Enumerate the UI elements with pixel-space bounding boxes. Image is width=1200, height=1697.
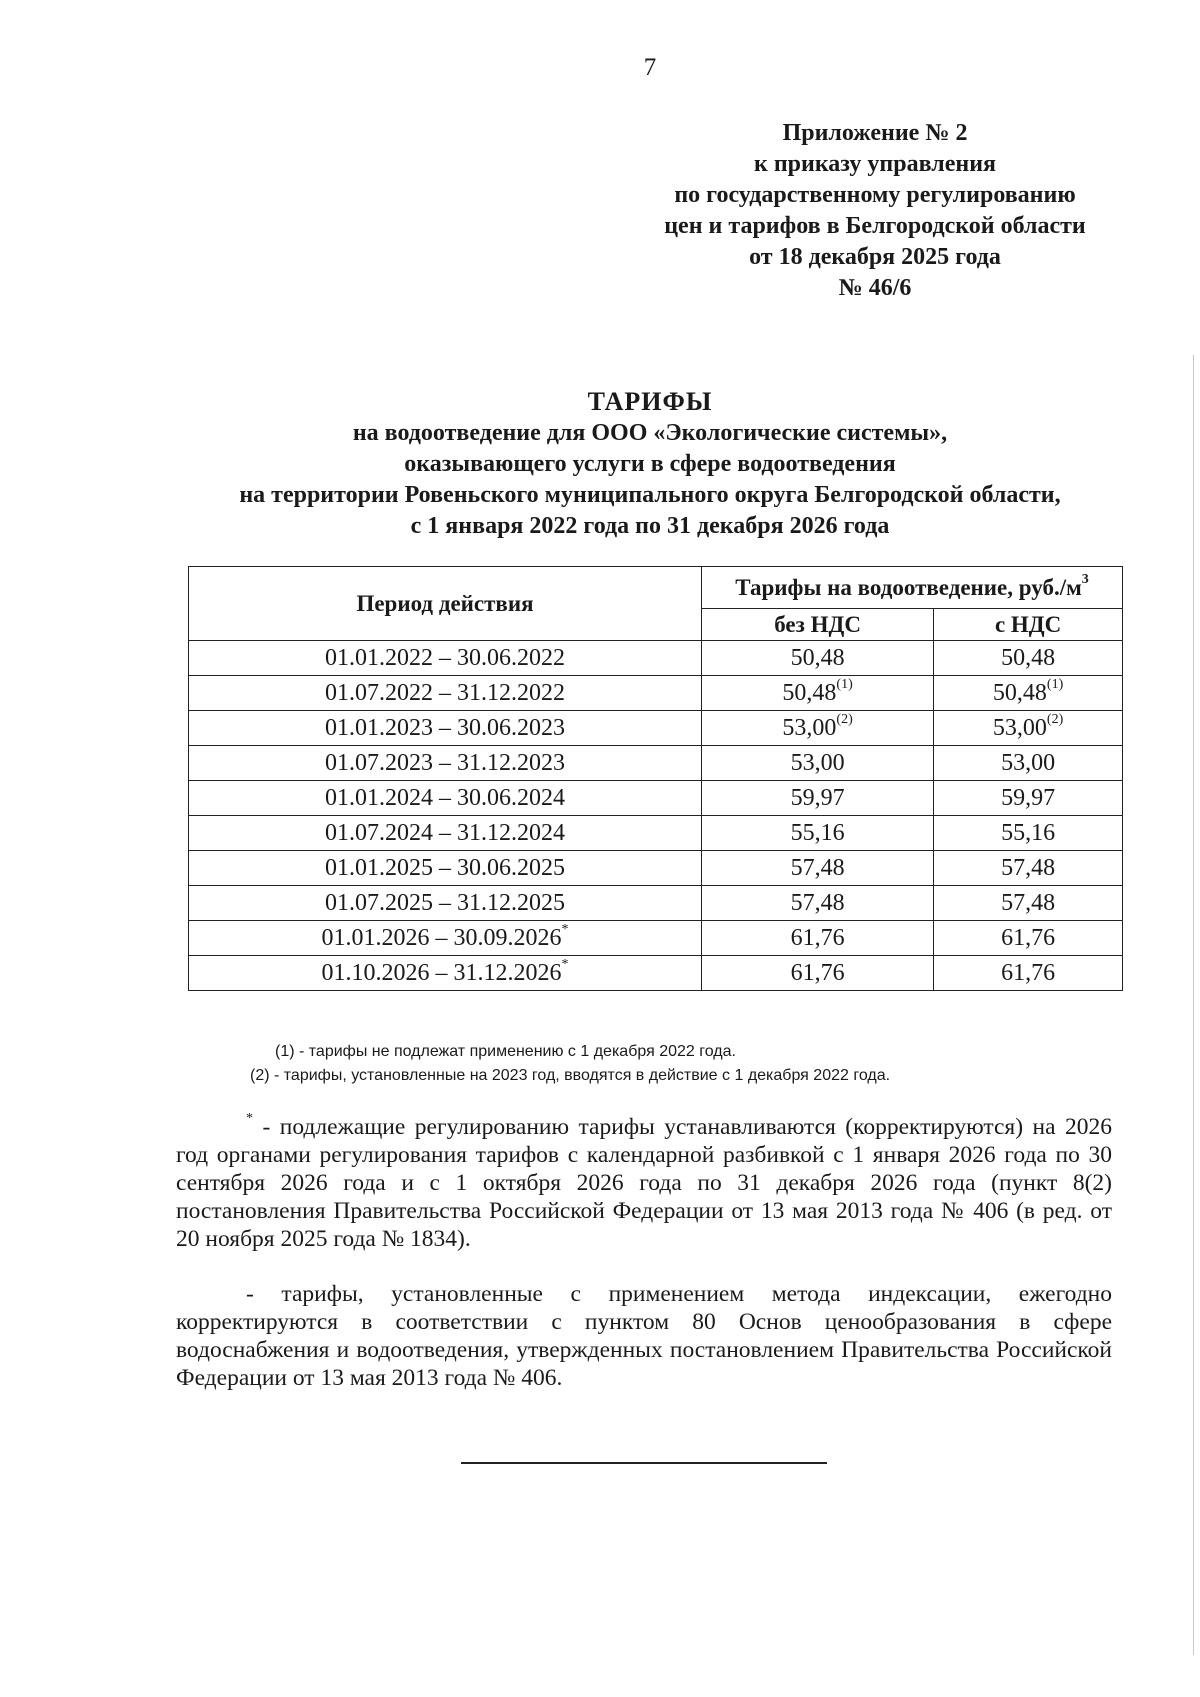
cell-with-vat	[934, 676, 1123, 711]
cell-no-vat-value: 53,00	[790, 749, 845, 776]
table-row	[189, 676, 1123, 711]
cell-period-value: 01.01.2024 – 30.06.2024	[325, 784, 565, 811]
appendix-line: Приложение № 2	[782, 120, 968, 146]
cell-period	[189, 711, 702, 746]
appendix-line: по государственному регулированию	[674, 182, 1076, 208]
cell-with-vat	[934, 886, 1123, 921]
cell-no-vat	[702, 886, 934, 921]
cell-period-value: 01.01.2026 – 30.09.2026	[321, 924, 562, 951]
cell-with-vat	[934, 851, 1123, 886]
separator-line	[461, 1462, 827, 1464]
header-period: Период действия	[189, 567, 702, 641]
header-no-vat: без НДС	[702, 609, 934, 641]
cell-no-vat	[702, 851, 934, 886]
cell-no-vat-value: 50,48	[790, 644, 845, 671]
appendix-line: № 46/6	[838, 275, 912, 301]
cell-period-value: 01.01.2025 – 30.06.2025	[325, 854, 565, 881]
cell-with-vat-value: 53,00	[1001, 749, 1056, 776]
note-star-text: - подлежащие регулированию тарифы устанавливаются (корректируются) на 2026 год органами регулирования тарифов с календарной разбивкой с 1 января 2026 года по 30 сентября 2026 года и с 1 октября 2026 года по 31 декабря 2026 года (пункт 8(2) постановления Правительства Российской Федерации от 13 мая 2013 года № 406 (в ред. от 20 ноября 2025 года № 1834).	[176, 1114, 1112, 1252]
cell-no-vat	[702, 641, 934, 676]
document-title	[150, 386, 1150, 542]
cell-period-footnote-mark: *	[561, 921, 569, 937]
cell-no-vat	[702, 956, 934, 991]
cell-with-vat	[934, 781, 1123, 816]
note-indexation-text: - тарифы, установленные с применением метода индексации, ежегодно корректируются в соответствии с пунктом 80 Основ ценообразования в сфере водоснабжения и водоотведения, утвержденных постановлением Правительства Российской Федерации от 13 мая 2013 года № 406.	[176, 1281, 1112, 1391]
cell-no-vat	[702, 921, 934, 956]
cell-with-vat-footnote-mark: (1)	[1046, 676, 1064, 692]
cell-period-value: 01.10.2026 – 31.12.2026	[321, 959, 562, 986]
cell-no-vat-footnote-mark: (1)	[836, 676, 853, 692]
cell-period-value: 01.07.2025 – 31.12.2025	[325, 889, 565, 916]
table-row	[189, 886, 1123, 921]
cell-with-vat-footnote-mark: (2)	[1046, 711, 1064, 727]
cell-with-vat	[934, 711, 1123, 746]
note-indexation	[176, 1280, 1112, 1392]
cell-with-vat	[934, 641, 1123, 676]
cell-with-vat-value: 61,76	[1001, 924, 1056, 951]
cell-period	[189, 641, 702, 676]
tariffs-table	[188, 566, 1123, 991]
cell-no-vat-value: 55,16	[790, 819, 845, 846]
title-line: на водоотведение для ООО «Экологические системы»,	[352, 420, 948, 446]
table-row	[189, 816, 1123, 851]
cell-no-vat-value: 57,48	[790, 854, 845, 881]
cell-with-vat-value: 61,76	[1001, 959, 1056, 986]
cell-with-vat-value: 57,48	[1001, 889, 1056, 916]
cell-period	[189, 921, 702, 956]
title-line: с 1 января 2022 года по 31 декабря 2026 года	[410, 513, 890, 539]
cell-period	[189, 851, 702, 886]
cell-period	[189, 956, 702, 991]
cell-no-vat-value: 50,48	[782, 679, 837, 706]
cell-period	[189, 676, 702, 711]
header-tariffs-sup: 3	[1081, 571, 1089, 587]
cell-with-vat	[934, 956, 1123, 991]
cell-with-vat-value: 59,97	[1001, 784, 1056, 811]
cell-no-vat-value: 53,00	[782, 714, 837, 741]
cell-with-vat-value: 57,48	[1001, 854, 1056, 881]
page-number: 7	[643, 54, 657, 81]
scan-edge	[1193, 355, 1194, 1655]
appendix-line: от 18 декабря 2025 года	[749, 244, 1001, 270]
cell-period	[189, 886, 702, 921]
appendix-line: к приказу управления	[753, 151, 996, 177]
title-line: на территории Ровеньского муниципального округа Белгородской области,	[239, 482, 1061, 508]
table-row	[189, 711, 1123, 746]
table-row	[189, 956, 1123, 991]
cell-with-vat	[934, 746, 1123, 781]
cell-no-vat-value: 57,48	[790, 889, 845, 916]
table-row	[189, 851, 1123, 886]
cell-no-vat-footnote-mark: (2)	[836, 711, 853, 727]
cell-no-vat-value: 61,76	[790, 959, 845, 986]
cell-no-vat-value: 61,76	[790, 924, 845, 951]
cell-period	[189, 816, 702, 851]
cell-no-vat	[702, 746, 934, 781]
cell-no-vat	[702, 816, 934, 851]
table-row	[189, 781, 1123, 816]
title-line: оказывающего услуги в сфере водоотведения	[404, 451, 896, 477]
cell-with-vat-value: 53,00	[992, 714, 1047, 741]
cell-period-footnote-mark: *	[561, 956, 569, 972]
header-tariffs-label: Тарифы на водоотведение, руб./м	[735, 574, 1082, 600]
cell-period-value: 01.07.2023 – 31.12.2023	[325, 749, 565, 776]
cell-no-vat	[702, 676, 934, 711]
cell-with-vat	[934, 921, 1123, 956]
cell-with-vat-value: 55,16	[1001, 819, 1056, 846]
cell-no-vat	[702, 781, 934, 816]
table-row	[189, 921, 1123, 956]
cell-with-vat-value: 50,48	[1001, 644, 1056, 671]
cell-period-value: 01.07.2022 – 31.12.2022	[325, 679, 565, 706]
footnote-1: (1) - тарифы не подлежат применению с 1 декабря 2022 года.	[275, 1043, 736, 1060]
table-row	[189, 641, 1123, 676]
cell-no-vat-value: 59,97	[790, 784, 845, 811]
appendix-header	[640, 118, 1110, 304]
note-star	[176, 1113, 1112, 1253]
cell-with-vat	[934, 816, 1123, 851]
table-row	[189, 746, 1123, 781]
title-main: ТАРИФЫ	[587, 387, 713, 416]
appendix-line: цен и тарифов в Белгородской области	[664, 213, 1086, 239]
cell-period	[189, 746, 702, 781]
cell-period-value: 01.01.2022 – 30.06.2022	[325, 644, 565, 671]
note-star-marker: *	[246, 1111, 253, 1127]
cell-no-vat	[702, 711, 934, 746]
cell-period-value: 01.07.2024 – 31.12.2024	[325, 819, 565, 846]
footnote-2: (2) - тарифы, установленные на 2023 год, вводятся в действие с 1 декабря 2022 года.	[250, 1067, 891, 1084]
cell-period	[189, 781, 702, 816]
header-with-vat: с НДС	[934, 609, 1123, 641]
cell-period-value: 01.01.2023 – 30.06.2023	[325, 714, 565, 741]
table-body	[189, 641, 1123, 991]
header-tariffs	[702, 567, 1123, 609]
cell-with-vat-value: 50,48	[992, 679, 1047, 706]
